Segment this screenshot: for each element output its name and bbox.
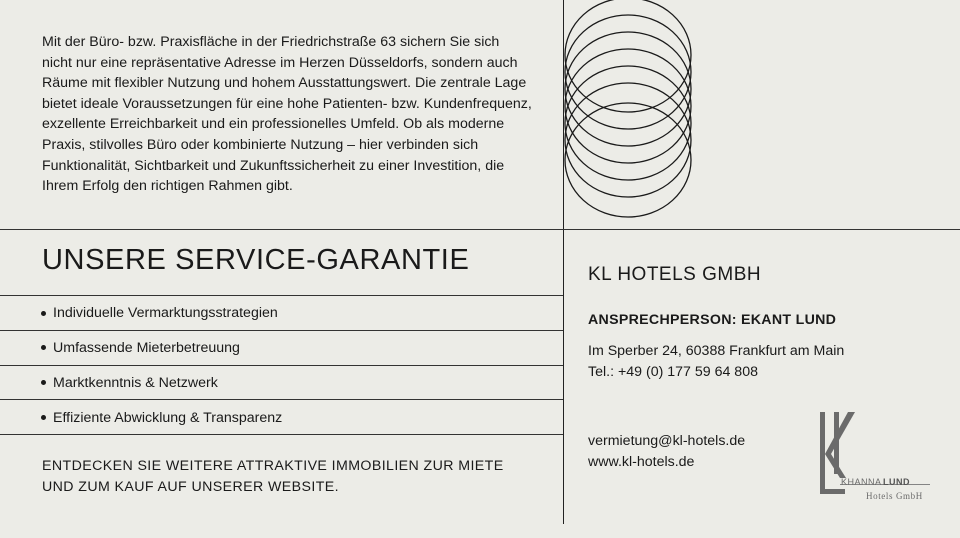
concentric-rings-icon [560,0,700,232]
company-name: KL HOTELS GMBH [588,264,762,285]
list-item-label: Effiziente Abwicklung & Transparenz [53,409,283,426]
address-block [588,341,844,383]
address-line: Im Sperber 24, 60388 Frankfurt am Main [588,343,845,359]
bullet-icon [41,345,46,350]
website-link[interactable]: www.kl-hotels.de [588,454,695,470]
intro-paragraph: Mit der Büro- bzw. Praxisfläche in der Friedrichstraße 63 sichern Sie sich nicht nur eine repräsentative Adresse im Herzen Düsseldorfs, sondern auch Räume mit flexibler Nutzung und hohem Ausstattungswert. Die zentrale Lage bietet ideale Voraussetzungen für eine hohe Patienten- bzw. Kundenfrequenz, exzellente Erreichbarkeit und ein professionelles Umfeld. Ob als moderne Praxis, stilvolles Büro oder kombinierte Nutzung – hier verbinden sich Funktionalität, Sichtbarkeit und Zukunftssicherheit zu einer Investition, die Ihrem Erfolg den richtigen Rahmen gibt. [42,34,532,195]
logo-name-light: KHANNA [841,477,882,487]
web-contact [588,431,745,473]
logo-name-bold: LUND [883,477,910,487]
list-item [0,296,563,330]
phone-line[interactable]: Tel.: +49 (0) 177 59 64 808 [588,364,758,380]
email-link[interactable]: vermietung@kl-hotels.de [588,433,746,449]
contact-person: ANSPRECHPERSON: EKANT LUND [588,312,837,328]
list-item [0,330,563,365]
service-list [0,296,563,435]
list-item [0,365,563,400]
horizontal-divider [0,229,960,230]
list-item-label: Umfassende Mieterbetreuung [53,339,240,356]
logo-subline: Hotels GmbH [866,491,923,501]
list-item-label: Marktkenntnis & Netzwerk [53,374,218,391]
bullet-icon [41,415,46,420]
cta-text: ENTDECKEN SIE WEITERE ATTRAKTIVE IMMOBILIEN ZUR MIETE UND ZUM KAUF AUF UNSERER WEBSITE. [42,458,504,495]
service-heading: UNSERE SERVICE-GARANTIE [42,244,470,276]
company-logo [816,408,934,504]
list-item-label: Individuelle Vermarktungsstrategien [53,305,278,321]
list-item [0,400,563,435]
bullet-icon [41,311,46,316]
bullet-icon [41,380,46,385]
